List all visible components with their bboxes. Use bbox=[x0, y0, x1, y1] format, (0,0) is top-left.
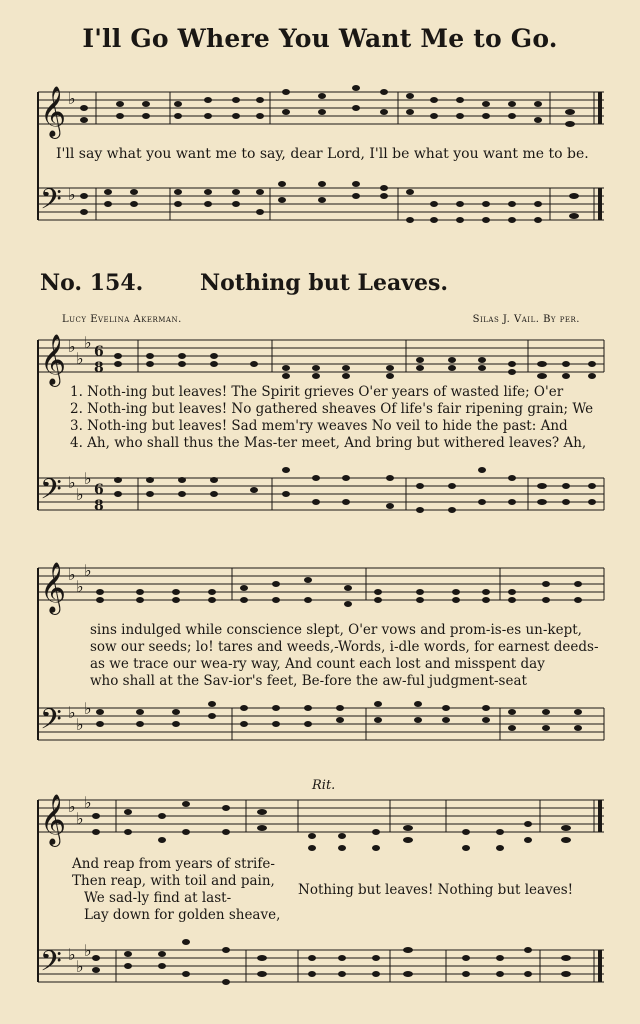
verse-4-line-2: who shall at the Sav-ior's feet, Be-fore the aw-ful judgment-seat bbox=[90, 673, 527, 689]
verse-1-line-3: And reap from years of strife- bbox=[72, 856, 275, 872]
staff-d-treble bbox=[38, 800, 604, 832]
svg-text:8: 8 bbox=[94, 360, 104, 376]
svg-text:6: 6 bbox=[94, 344, 104, 360]
notes-b-treble bbox=[114, 353, 596, 379]
hymn-number: No. 154. bbox=[40, 270, 144, 296]
svg-text:♭: ♭ bbox=[68, 473, 76, 492]
svg-text:♭: ♭ bbox=[68, 945, 76, 964]
svg-text:𝄢: 𝄢 bbox=[40, 945, 62, 985]
verse-1-line-1: 1. Noth-ing but leaves! The Spirit grieves O'er years of wasted life; O'er bbox=[70, 384, 564, 400]
svg-text:♭: ♭ bbox=[68, 337, 76, 356]
svg-text:♭: ♭ bbox=[84, 793, 92, 812]
svg-text:♭: ♭ bbox=[76, 577, 84, 596]
verse-2-line-1: 2. Noth-ing but leaves! No gathered sheaves Of life's fair ripening grain; We bbox=[70, 401, 594, 417]
svg-text:♭: ♭ bbox=[76, 957, 84, 976]
svg-text:♭: ♭ bbox=[84, 941, 92, 960]
verse-2-line-2: sow our seeds; lo! tares and weeds,-Words, i-dle words, for earnest deeds- bbox=[90, 639, 599, 655]
verse-1-line-2: sins indulged while conscience slept, O'er vows and prom-is-es un-kept, bbox=[90, 622, 582, 638]
svg-text:𝄢: 𝄢 bbox=[40, 473, 62, 513]
svg-text:𝄞: 𝄞 bbox=[40, 562, 67, 613]
svg-text:♭: ♭ bbox=[76, 349, 84, 368]
verse-3-line-1: 3. Noth-ing but leaves! Sad mem'ry weaves No veil to hide the past: And bbox=[70, 418, 568, 434]
svg-text:𝄞: 𝄞 bbox=[40, 86, 67, 137]
svg-text:♭: ♭ bbox=[84, 561, 92, 580]
composer-credit: Silas J. Vail. By per. bbox=[472, 314, 580, 325]
notes-b-bass bbox=[114, 467, 596, 513]
svg-text:♭: ♭ bbox=[84, 333, 92, 352]
svg-text:♭: ♭ bbox=[68, 797, 76, 816]
svg-text:♭: ♭ bbox=[84, 469, 92, 488]
staff-c-bass bbox=[38, 708, 604, 740]
top-hymn-lyric: I'll say what you want me to say, dear Lord, I'll be what you want me to be. bbox=[56, 146, 589, 162]
staff-b-bass bbox=[38, 478, 604, 510]
svg-text:𝄞: 𝄞 bbox=[40, 334, 67, 385]
svg-text:6: 6 bbox=[94, 482, 104, 498]
refrain-line: Nothing but leaves! Nothing but leaves! bbox=[298, 882, 574, 898]
staff-c-treble bbox=[38, 568, 604, 600]
svg-text:♭: ♭ bbox=[76, 715, 84, 734]
svg-text:𝄢: 𝄢 bbox=[40, 183, 62, 223]
svg-text:♭: ♭ bbox=[68, 89, 76, 108]
svg-text:♭: ♭ bbox=[68, 185, 76, 204]
verse-4-line-1: 4. Ah, who shall thus the Mas-ter meet, And bring but withered leaves? Ah, bbox=[70, 435, 587, 451]
svg-text:8: 8 bbox=[94, 498, 104, 514]
verse-3-line-2: as we trace our wea-ry way, And count each lost and misspent day bbox=[90, 656, 545, 672]
svg-text:♭: ♭ bbox=[68, 565, 76, 584]
verse-2-line-3: Then reap, with toil and pain, bbox=[72, 873, 275, 889]
notes-d-bass bbox=[92, 939, 571, 985]
staff-b-treble bbox=[38, 340, 604, 372]
staff-a-bass bbox=[38, 188, 604, 220]
verse-4-line-3: Lay down for golden sheave, bbox=[84, 907, 281, 923]
hymn-title: Nothing but Leaves. bbox=[200, 270, 449, 296]
verse-3-line-3: We sad-ly find at last- bbox=[84, 890, 232, 906]
svg-text:𝄢: 𝄢 bbox=[40, 703, 62, 743]
staff-d-bass bbox=[38, 950, 604, 982]
svg-text:♭: ♭ bbox=[76, 809, 84, 828]
author-credit: Lucy Evelina Akerman. bbox=[62, 314, 182, 325]
svg-text:♭: ♭ bbox=[68, 703, 76, 722]
notes-a-bass bbox=[80, 181, 579, 223]
svg-text:♭: ♭ bbox=[76, 485, 84, 504]
svg-text:♭: ♭ bbox=[84, 699, 92, 718]
notes-a-treble bbox=[80, 85, 575, 127]
svg-text:𝄞: 𝄞 bbox=[40, 794, 67, 845]
tempo-marking: Rit. bbox=[312, 778, 336, 793]
top-hymn-title: I'll Go Where You Want Me to Go. bbox=[82, 24, 558, 53]
